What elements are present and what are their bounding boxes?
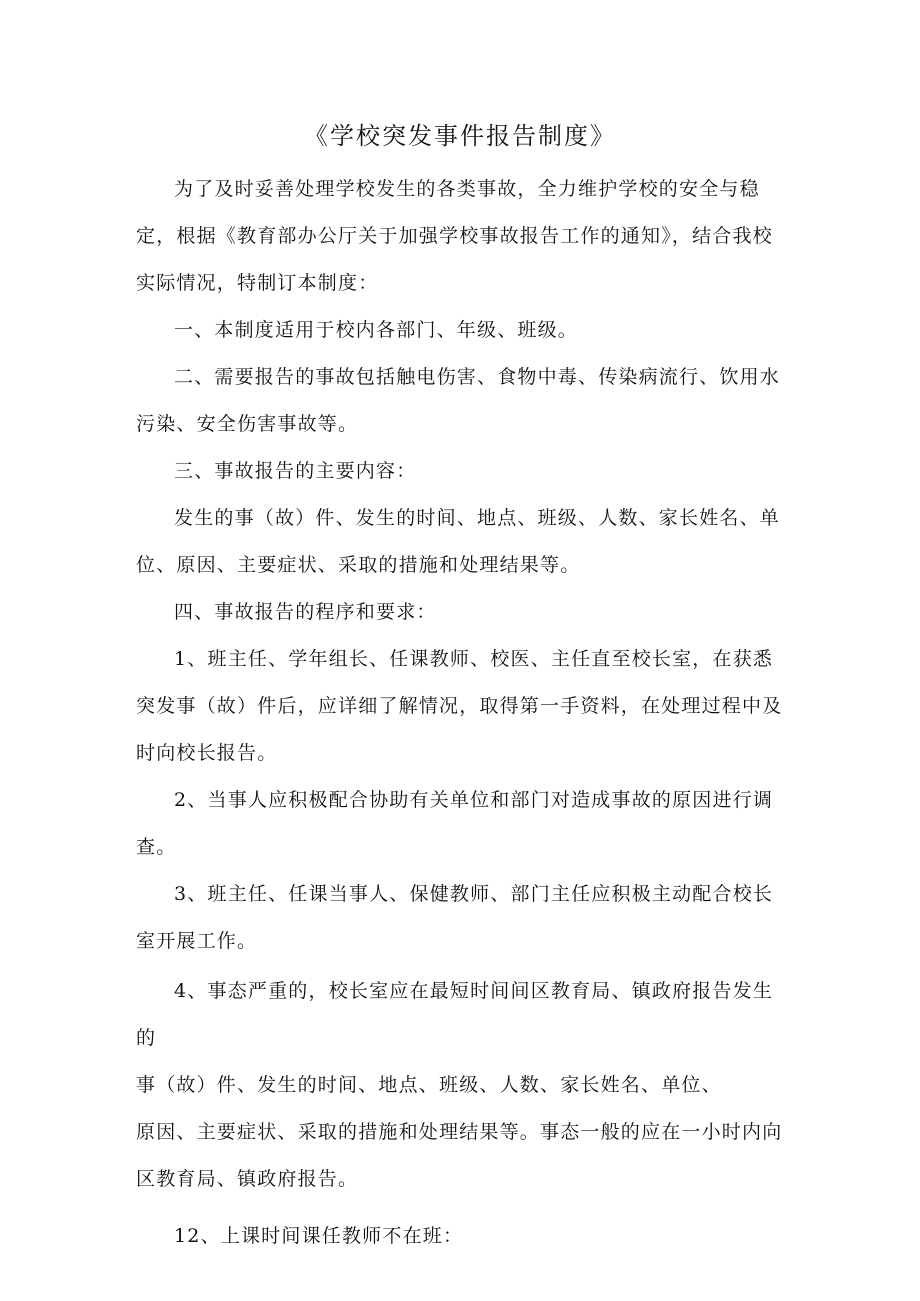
paragraph-intro: 为了及时妥善处理学校发生的各类事故，全力维护学校的安全与稳定，根据《教育部办公厅关于加强学校事故报告工作的通知》，结合我校实际情况，特制订本制度： [136, 178, 773, 294]
paragraph-item-4-4-line-1: 4、事态严重的，校长室应在最短时间间区教育局、镇政府报告发生的 [136, 980, 774, 1049]
paragraph-item-4-3: 3、班主任、任课当事人、保健教师、部门主任应积极主动配合校长室开展工作。 [136, 883, 774, 952]
paragraph-item-2: 二、需要报告的事故包括触电伤害、食物中毒、传染病流行、饮用水污染、安全伤害事故等。 [136, 366, 781, 435]
paragraph-item-1: 一、本制度适用于校内各部门、年级、班级。 [174, 319, 579, 341]
paragraph-item-3-detail: 发生的事（故）件、发生的时间、地点、班级、人数、家长姓名、单位、原因、主要症状、采取的措施和处理结果等。 [136, 507, 781, 576]
document-title: 《学校突发事件报告制度》 [304, 122, 616, 150]
paragraph-item-4-4-line-3: 原因、主要症状、采取的措施和处理结果等。事态一般的应在一小时内向 [136, 1121, 783, 1143]
paragraph-item-4-4-line-4: 区教育局、镇政府报告。 [136, 1168, 359, 1190]
paragraph-item-12: 12、上课时间课任教师不在班： [174, 1225, 464, 1247]
paragraph-item-3: 三、事故报告的主要内容： [174, 460, 417, 482]
paragraph-item-4: 四、事故报告的程序和要求： [174, 601, 437, 623]
document-body [136, 166, 792, 1260]
paragraph-item-4-2: 2、当事人应积极配合协助有关单位和部门对造成事故的原因进行调查。 [136, 789, 774, 858]
paragraph-item-4-4-line-2: 事（故）件、发生的时间、地点、班级、人数、家长姓名、单位、 [136, 1074, 722, 1096]
paragraph-item-4-1: 1、班主任、学年组长、任课教师、校医、主任直至校长室，在获悉突发事（故）件后，应详细了解情况，取得第一手资料，在处理过程中及时向校长报告。 [136, 648, 783, 764]
